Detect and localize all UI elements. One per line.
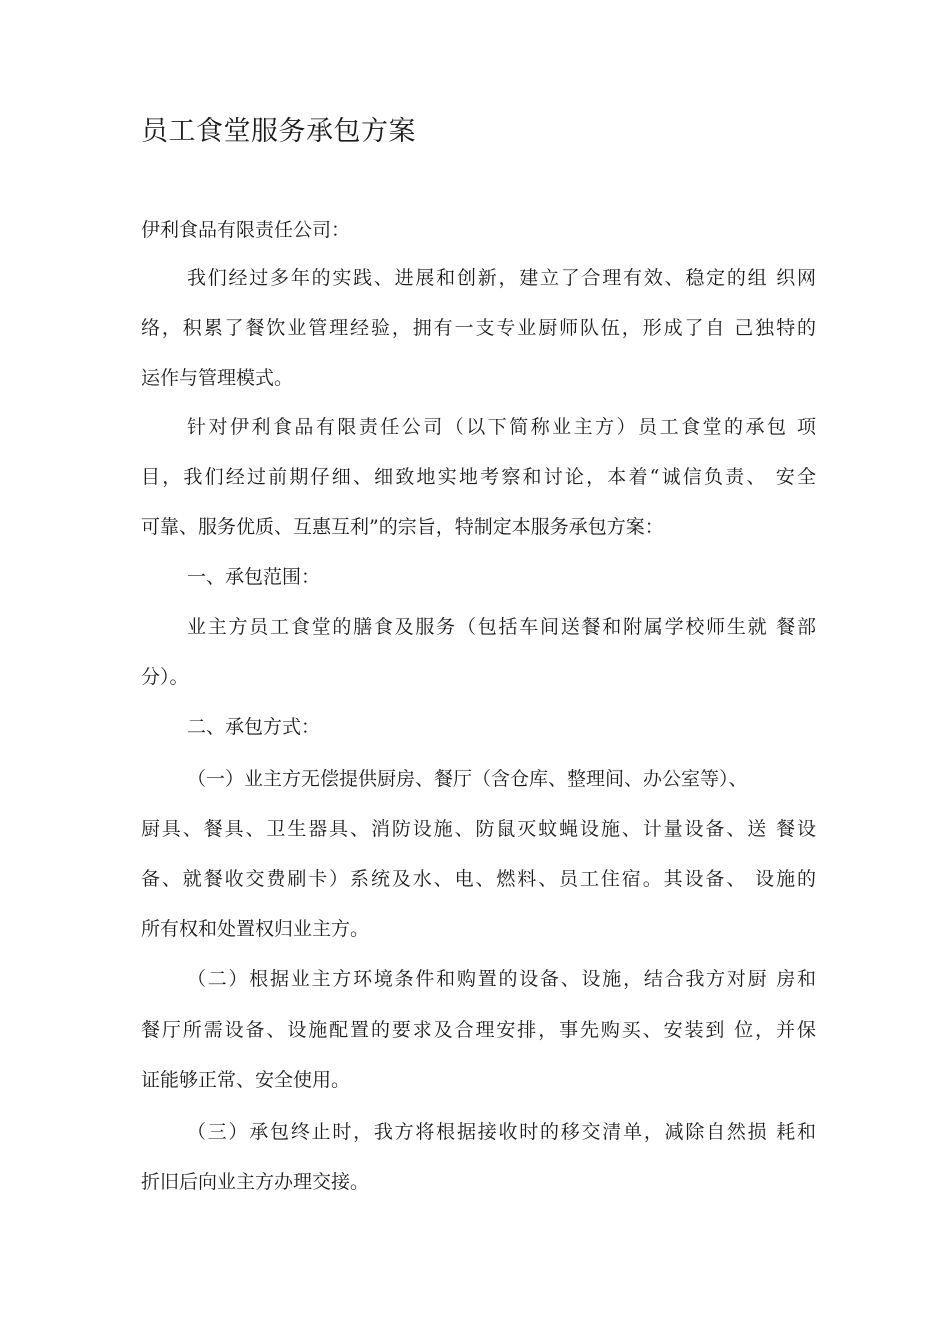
paragraph-line: 运作与管理模式。 — [141, 367, 294, 389]
paragraph-line: （三）承包终止时，我方将根据接收时的移交清单，减除自然损 耗和 — [187, 1121, 816, 1143]
paragraph-line: 备、就餐收交费刷卡）系统及水、电、燃料、员工住宿。其设备、 设施的 — [141, 868, 816, 890]
paragraph-line: 针对伊利食品有限责任公司（以下简称业主方）员工食堂的承包 项 — [187, 416, 816, 438]
paragraph-line: 所有权和处置权归业主方。 — [141, 918, 370, 940]
addressee-line: 伊利食品有限责任公司： — [141, 219, 351, 241]
paragraph-line: （一）业主方无偿提供厨房、餐厅（含仓库、整理间、办公室等）、 — [187, 768, 748, 790]
section-heading: 一、承包范围： — [187, 566, 321, 588]
paragraph-line: 络，积累了餐饮业管理经验，拥有一支专业厨师队伍，形成了自 己独特的 — [141, 317, 816, 339]
paragraph-line: 厨具、餐具、卫生器具、消防设施、防鼠灭蚊蝇设施、计量设备、送 餐设 — [141, 818, 816, 840]
document-title: 员工食堂服务承包方案 — [141, 116, 416, 147]
paragraph-line: 分）。 — [141, 666, 189, 688]
paragraph-line: 业主方员工食堂的膳食及服务（包括车间送餐和附属学校师生就 餐部 — [187, 616, 816, 638]
paragraph-line: 证能够正常、安全使用。 — [141, 1069, 351, 1091]
paragraph-line: 餐厅所需设备、设施配置的要求及合理安排，事先购买、安装到 位，并保 — [141, 1019, 816, 1041]
paragraph-line: 目，我们经过前期仔细、细致地实地考察和讨论，本着“诚信负责、 安全 — [141, 466, 816, 488]
paragraph-line: 我们经过多年的实践、进展和创新，建立了合理有效、稳定的组 织网 — [187, 267, 816, 289]
paragraph-line: 可靠、服务优质、互惠互利”的宗旨，特制定本服务承包方案： — [141, 516, 664, 538]
section-heading: 二、承包方式： — [187, 716, 321, 738]
paragraph-line: 折旧后向业主方办理交接。 — [141, 1171, 370, 1193]
paragraph-line: （二）根据业主方环境条件和购置的设备、设施，结合我方对厨 房和 — [187, 968, 816, 990]
